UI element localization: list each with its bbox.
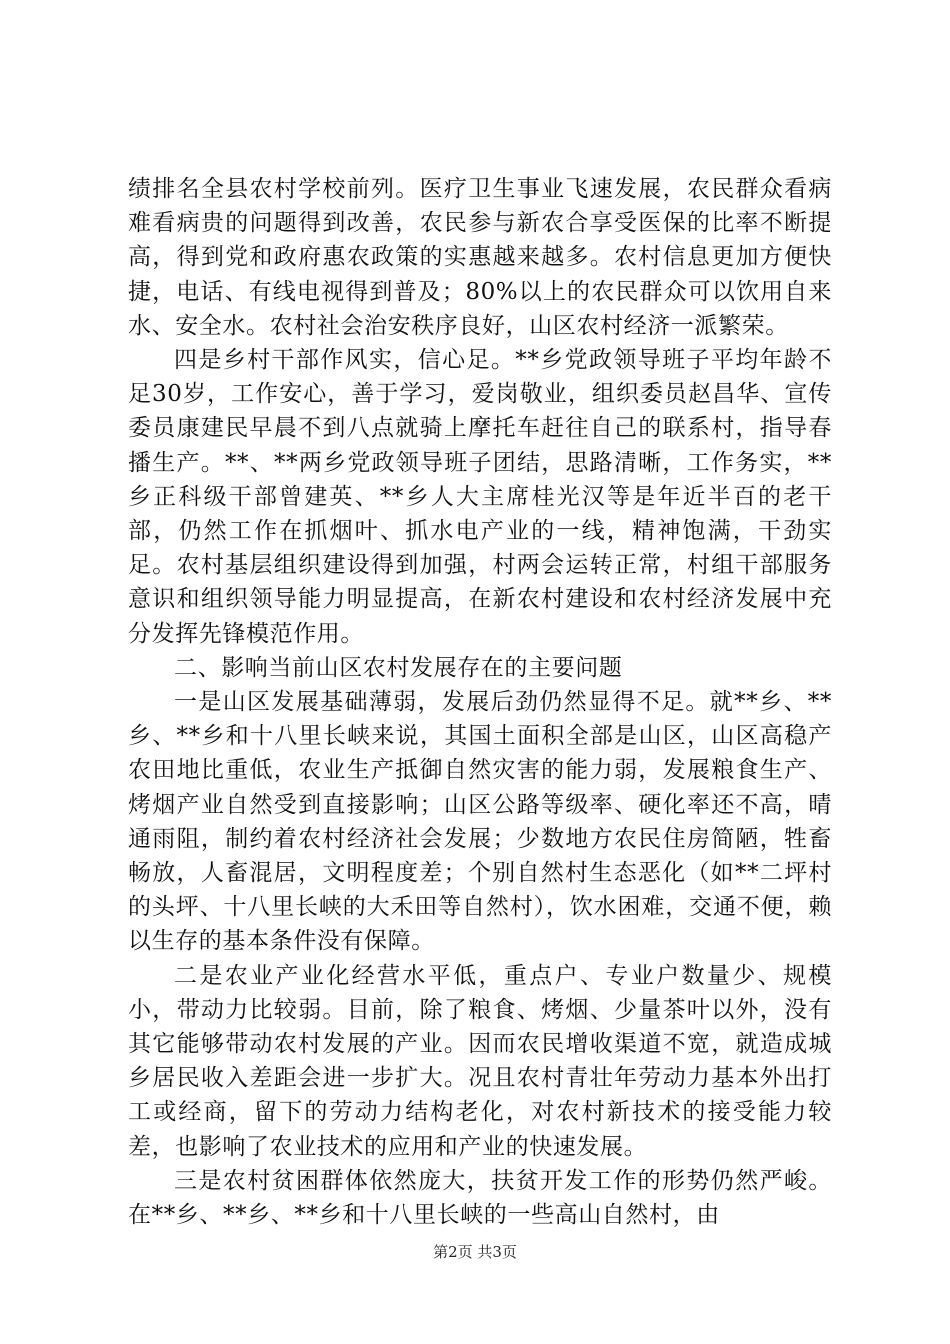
- paragraph-4: 二是农业产业化经营水平低，重点户、专业户数量少、规模小，带动力比较弱。目前，除了粮食、烤烟、少量茶叶以外，没有其它能够带动农村发展的产业。因而农民增收渠道不宽，就造成城乡居民收入差距会进一步扩大。况且农村青壮年劳动力基本外出打工或经商，留下的劳动力结构老化，对农村新技术的接受能力较差，也影响了农业技术的应用和产业的快速发展。: [128, 962, 832, 1160]
- paragraph-3: 一是山区发展基础薄弱，发展后劲仍然显得不足。就**乡、**乡、**乡和十八里长峡来说，其国土面积全部是山区，山区高稳产农田地比重低，农业生产抵御自然灾害的能力弱，发展粮食生产、烤烟产业自然受到直接影响；山区公路等级率、硬化率还不高，晴通雨阻，制约着农村经济社会发展；少数地方农民住房简陋，牲畜畅放，人畜混居，文明程度差；个别自然村生态恶化（如**二坪村的头坪、十八里长峡的大禾田等自然村），饮水困难，交通不便，赖以生存的基本条件没有保障。: [128, 689, 832, 955]
- page-footer: [0, 1242, 950, 1262]
- paragraph-1: 绩排名全县农村学校前列。医疗卫生事业飞速发展，农民群众看病难看病贵的问题得到改善，农民参与新农合享受医保的比率不断提高，得到党和政府惠农政策的实惠越来越多。农村信息更加方便快捷，电话、有线电视得到普及；80%以上的农民群众可以饮用自来水、安全水。农村社会治安秩序良好，山区农村经济一派繁荣。: [128, 176, 832, 339]
- document-body: [128, 172, 832, 1232]
- paragraph-5: 三是农村贫困群体依然庞大，扶贫开发工作的形势仍然严峻。在**乡、**乡、**乡和十八里长峡的一些高山自然村，由: [128, 1167, 832, 1229]
- paragraph-2: 四是乡村干部作风实，信心足。**乡党政领导班子平均年龄不足30岁，工作安心，善于学习，爱岗敬业，组织委员赵昌华、宣传委员康建民早晨不到八点就骑上摩托车赶往自己的联系村，指导春播生产。**、**两乡党政领导班子团结，思路清晰，工作务实，**乡正科级干部曾建英、**乡人大主席桂光汉等是年近半百的老干部，仍然工作在抓烟叶、抓水电产业的一线，精神饱满，干劲实足。农村基层组织建设得到加强，村两会运转正常，村组干部服务意识和组织领导能力明显提高，在新农村建设和农村经济发展中充分发挥先锋模范作用。: [128, 347, 832, 647]
- page-number: 第2页 共3页: [433, 1243, 517, 1261]
- section-heading: 二、影响当前山区农村发展存在的主要问题: [174, 654, 623, 681]
